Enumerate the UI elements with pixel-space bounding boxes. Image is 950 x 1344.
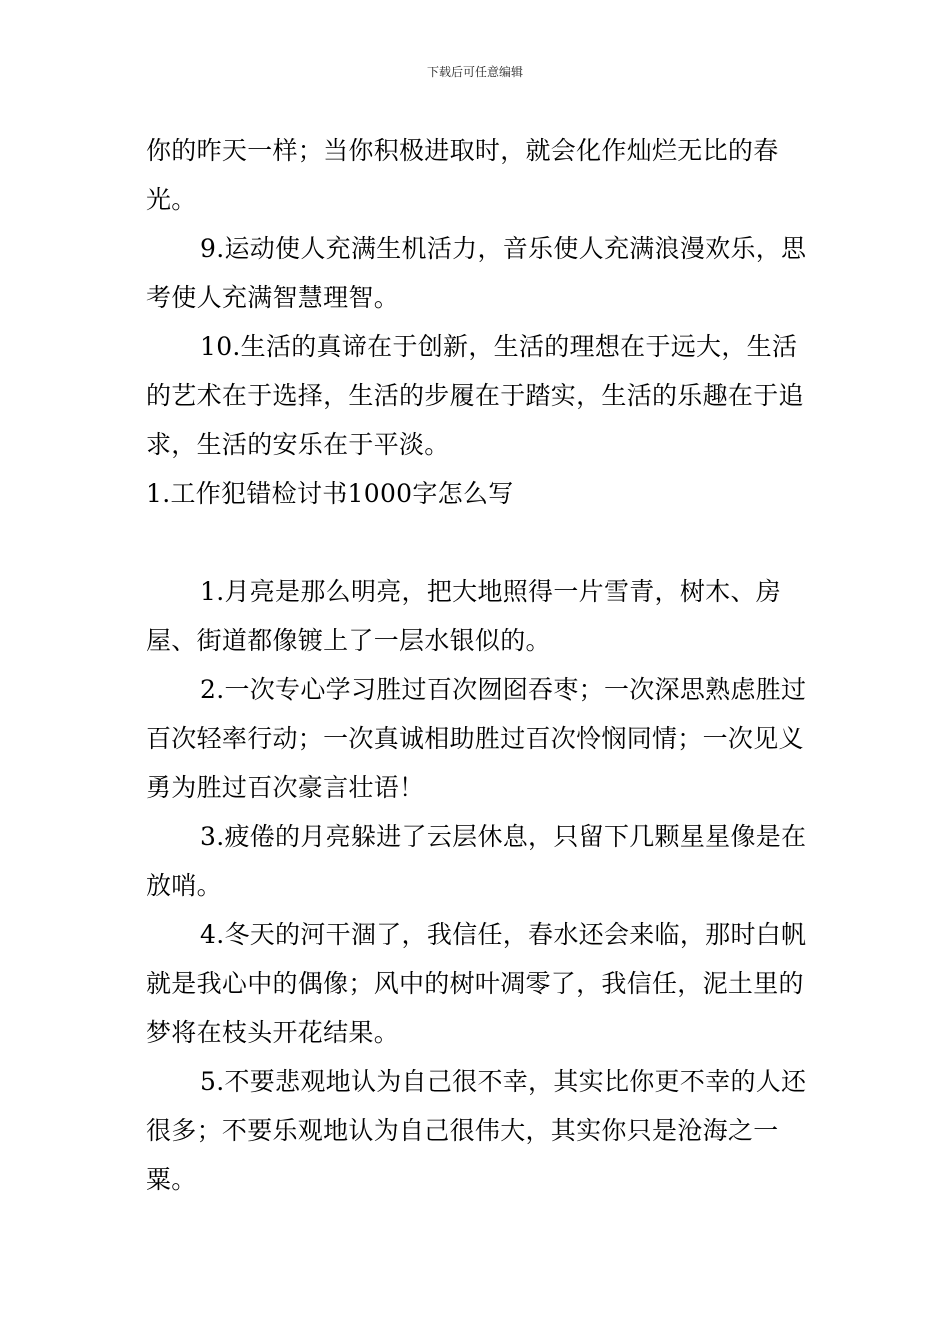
paragraph-continuation: 你的昨天一样；当你积极进取时，就会化作灿烂无比的春光。 [146, 136, 779, 214]
paragraph-item-3: 3.疲倦的月亮躲进了云层休息，只留下几颗星星像是在放哨。 [146, 822, 807, 900]
paragraph-item-4: 4.冬天的河干涸了，我信任，春水还会来临，那时白帆就是我心中的偶像；风中的树叶凋零了，我信任，泥土里的梦将在枝头开花结果。 [146, 920, 807, 1047]
page-header: 下载后可任意编辑 [426, 65, 523, 79]
paragraph-item-10: 10.生活的真谛在于创新，生活的理想在于远大，生活的艺术在于选择，生活的步履在于踏实，生活的乐趣在于追求，生活的安乐在于平淡。 [146, 332, 804, 459]
paragraph-item-9: 9.运动使人充满生机活力，音乐使人充满浪漫欢乐，思考使人充满智慧理智。 [146, 234, 807, 312]
paragraph-item-1: 1.月亮是那么明亮，把大地照得一片雪青，树木、房屋、街道都像镀上了一层水银似的。 [146, 577, 782, 655]
blank-line [146, 518, 808, 567]
paragraph-item-2: 2.一次专心学习胜过百次囫囵吞枣；一次深思熟虑胜过百次轻率行动；一次真诚相助胜过百次怜悯同情；一次见义勇为胜过百次豪言壮语！ [146, 675, 807, 802]
paragraph-item-5: 5.不要悲观地认为自己很不幸，其实比你更不幸的人还很多；不要乐观地认为自己很伟大，其实你只是沧海之一粟。 [146, 1067, 807, 1194]
section-heading: 1.工作犯错检讨书1000字怎么写 [146, 479, 514, 508]
document-body [146, 126, 808, 1204]
